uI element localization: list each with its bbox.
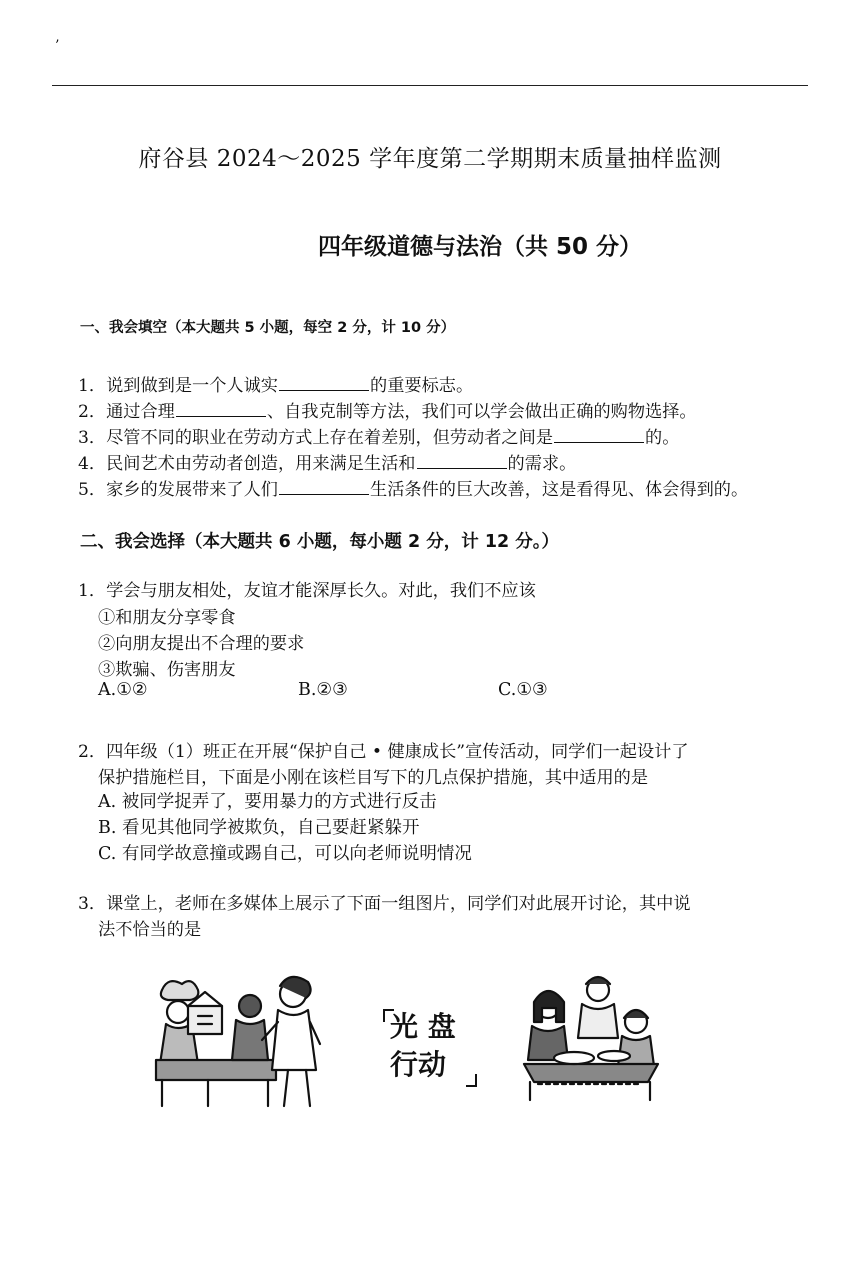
fill-item (78, 475, 748, 500)
fill-item (78, 449, 576, 474)
answer-blank[interactable] (279, 478, 369, 495)
slogan-line-2: 行动 (390, 1048, 447, 1081)
section1-heading: 一、我会填空（本大题共 5 小题，每空 2 分，计 10 分） (80, 320, 456, 336)
corner-mark: ’ (55, 38, 60, 54)
q1-option-b[interactable]: B.②③ (298, 680, 348, 700)
slogan-line-1: 光 盘 (390, 1010, 456, 1043)
q1-statement: ②向朋友提出不合理的要求 (98, 634, 305, 654)
answer-blank[interactable] (176, 400, 266, 417)
fill-item-text: 、自我克制等方法，我们可以学会做出正确的购物选择。 (266, 402, 697, 422)
section2-heading: 二、我会选择（本大题共 6 小题，每小题 2 分，计 12 分。） (80, 532, 560, 552)
q1-option-a[interactable]: A.①② (98, 680, 148, 700)
exam-title: 府谷县 2024～2025 学年度第二学期期末质量抽样监测 (138, 146, 722, 172)
answer-blank[interactable] (417, 452, 507, 469)
q1-statement: ①和朋友分享零食 (98, 608, 236, 628)
answer-blank[interactable] (279, 374, 369, 391)
stall-people-illustration (148, 972, 326, 1112)
q2-stem: 2．四年级（1）班正在开展“保护自己 • 健康成长”宣传活动，同学们一起设计了 (78, 742, 689, 762)
family-dining-illustration (518, 972, 664, 1102)
answer-blank[interactable] (554, 426, 644, 443)
fill-item-text: 的重要标志。 (370, 376, 474, 396)
exam-subtitle: 四年级道德与法治（共 50 分） (318, 234, 643, 260)
q2-option-c[interactable]: C. 有同学故意撞或踢自己，可以向老师说明情况 (98, 844, 472, 864)
fill-item-text: 5．家乡的发展带来了人们 (78, 480, 278, 500)
header-rule (52, 85, 808, 86)
fill-item-text: 4．民间艺术由劳动者创造，用来满足生活和 (78, 454, 416, 474)
q1-option-c[interactable]: C.①③ (498, 680, 548, 700)
q3-stem: 法不恰当的是 (98, 920, 202, 940)
q1-stem: 1．学会与朋友相处，友谊才能深厚长久。对此，我们不应该 (78, 581, 536, 601)
q2-stem: 保护措施栏目，下面是小刚在该栏目写下的几点保护措施，其中适用的是 (98, 768, 649, 788)
fill-item-text: 的需求。 (507, 454, 577, 474)
q2-option-a[interactable]: A. 被同学捉弄了，要用暴力的方式进行反击 (98, 792, 437, 812)
fill-item-text: 生活条件的巨大改善，这是看得见、体会得到的。 (370, 480, 749, 500)
fill-item (78, 397, 697, 422)
slogan-illustration (380, 1004, 480, 1094)
fill-item-text: 2．通过合理 (78, 402, 175, 422)
q2-option-b[interactable]: B. 看见其他同学被欺负，自己要赶紧躲开 (98, 818, 420, 838)
fill-item-text: 1．说到做到是一个人诚实 (78, 376, 278, 396)
fill-item (78, 371, 473, 396)
fill-item-text: 的。 (645, 428, 680, 448)
fill-item (78, 423, 679, 448)
q3-stem: 3．课堂上，老师在多媒体上展示了下面一组图片，同学们对此展开讨论，其中说 (78, 894, 691, 914)
fill-item-text: 3．尽管不同的职业在劳动方式上存在着差别，但劳动者之间是 (78, 428, 554, 448)
q1-statement: ③欺骗、伤害朋友 (98, 660, 236, 680)
